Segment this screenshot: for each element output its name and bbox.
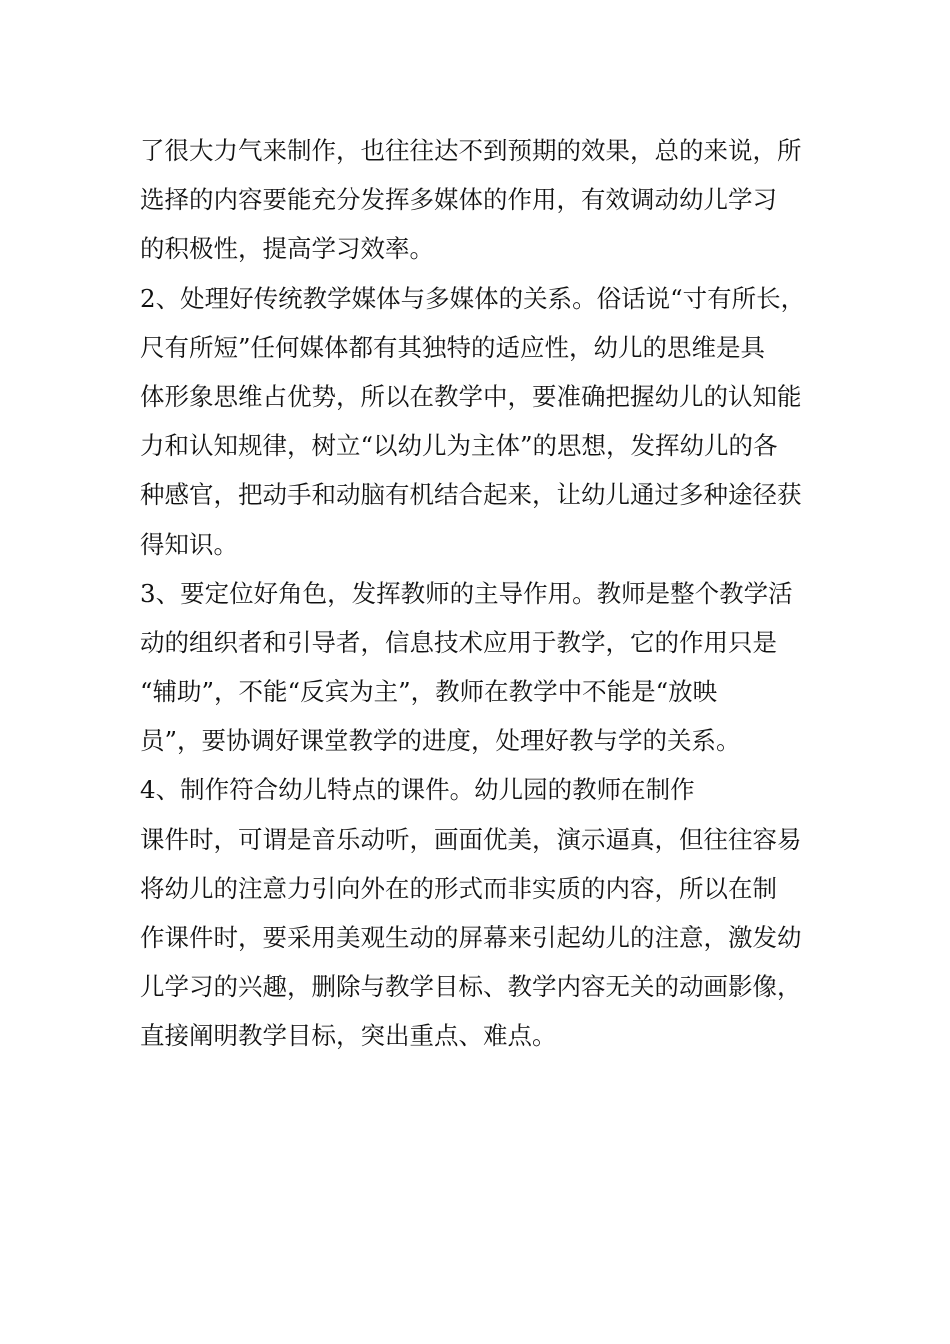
text-line: 动的组织者和引导者，信息技术应用于教学，它的作用只是 <box>140 627 777 657</box>
body-text <box>140 126 830 1061</box>
text-line: 得知识。 <box>140 529 238 559</box>
text-line: 儿学习的兴趣，删除与教学目标、教学内容无关的动画影像， <box>140 972 802 1002</box>
text-line: 将幼儿的注意力引向外在的形式而非实质的内容，所以在制 <box>140 873 777 903</box>
text-line: 体形象思维占优势，所以在教学中，要准确把握幼儿的认知能 <box>140 381 802 411</box>
text-line: 2、处理好传统教学媒体与多媒体的关系。俗话说“寸有所长， <box>140 283 806 313</box>
text-line: 了很大力气来制作，也往往达不到预期的效果，总的来说，所 <box>140 136 802 165</box>
text-line: 力和认知规律，树立“以幼儿为主体”的思想，发挥幼儿的各 <box>140 431 778 461</box>
text-line: 作课件时，要采用美观生动的屏幕来引起幼儿的注意，激发幼 <box>140 923 802 952</box>
text-line: “辅助”，不能“反宾为主”，教师在教学中不能是“放映 <box>140 677 718 707</box>
text-line: 4、制作符合幼儿特点的课件。幼儿园的教师在制作 <box>140 775 695 805</box>
text-line: 尺有所短”任何媒体都有其独特的适应性，幼儿的思维是具 <box>140 332 766 362</box>
text-line: 的积极性，提高学习效率。 <box>140 234 434 264</box>
text-line: 种感官，把动手和动脑有机结合起来，让幼儿通过多种途径获 <box>140 480 802 510</box>
text-line: 3、要定位好角色，发挥教师的主导作用。教师是整个教学活 <box>140 578 793 608</box>
text-line: 课件时，可谓是音乐动听，画面优美，演示逼真，但往往容易 <box>140 824 802 854</box>
text-line: 直接阐明教学目标，突出重点、难点。 <box>140 1021 557 1051</box>
text-line: 员”，要协调好课堂教学的进度，处理好教与学的关系。 <box>140 726 741 756</box>
text-line: 选择的内容要能充分发挥多媒体的作用，有效调动幼儿学习 <box>140 185 777 215</box>
